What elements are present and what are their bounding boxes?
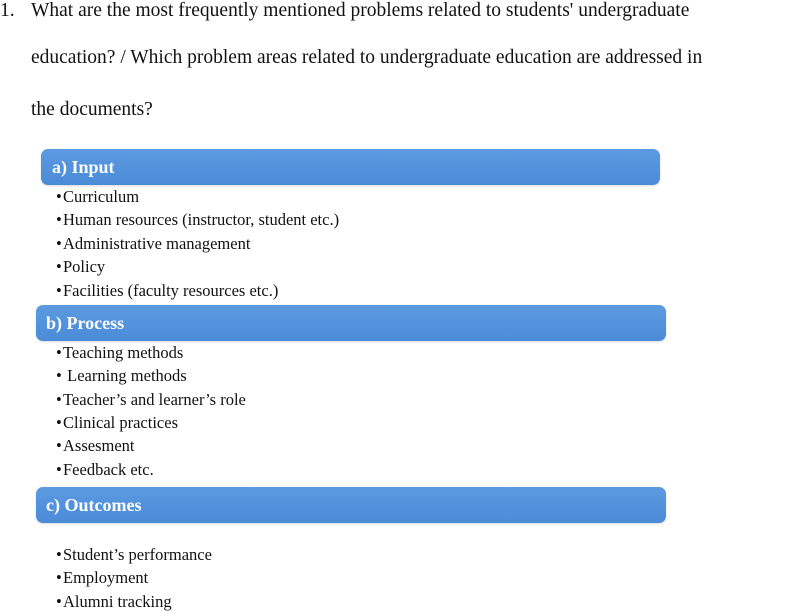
list-item: •Curriculum — [56, 187, 140, 206]
question-line-3: the documents? — [31, 99, 153, 120]
bullet-icon: • — [56, 343, 62, 362]
question-line-2: education? / Which problem areas related to undergraduate education are addressed in — [31, 47, 703, 68]
bullet-icon: • — [56, 592, 62, 611]
question-line-1: What are the most frequently mentioned problems related to students' undergraduate — [31, 0, 690, 21]
bullet-icon: • — [56, 436, 62, 455]
list-item: • Learning methods — [56, 366, 187, 385]
list-item: •Feedback etc. — [56, 460, 154, 479]
bullet-icon: • — [56, 281, 62, 300]
bullet-icon: • — [56, 234, 62, 253]
bullet-icon: • — [56, 390, 62, 409]
bullet-icon: • — [56, 257, 62, 276]
bullet-icon: • — [56, 187, 62, 206]
bullet-icon: • — [56, 366, 62, 385]
list-item: •Teacher’s and learner’s role — [56, 390, 246, 409]
list-item: •Facilities (faculty resources etc.) — [56, 281, 279, 300]
question-number: 1. — [0, 0, 15, 21]
list-item: •Human resources (instructor, student etc.) — [56, 210, 340, 229]
bullet-icon: • — [56, 413, 62, 432]
bullet-icon: • — [56, 210, 62, 229]
section-header-outcomes: c) Outcomes — [36, 487, 666, 523]
list-item: •Student’s performance — [56, 545, 212, 564]
list-item: •Clinical practices — [56, 413, 178, 432]
list-item: •Administrative management — [56, 234, 251, 253]
bullet-icon: • — [56, 568, 62, 587]
bullet-icon: • — [56, 460, 62, 479]
list-item: •Employment — [56, 568, 149, 587]
section-header-input: a) Input — [41, 149, 660, 185]
list-item: •Policy — [56, 257, 106, 276]
list-item: •Assesment — [56, 436, 135, 455]
list-item: •Teaching methods — [56, 343, 184, 362]
list-item: •Alumni tracking — [56, 592, 172, 611]
section-header-process: b) Process — [36, 305, 666, 341]
bullet-icon: • — [56, 545, 62, 564]
